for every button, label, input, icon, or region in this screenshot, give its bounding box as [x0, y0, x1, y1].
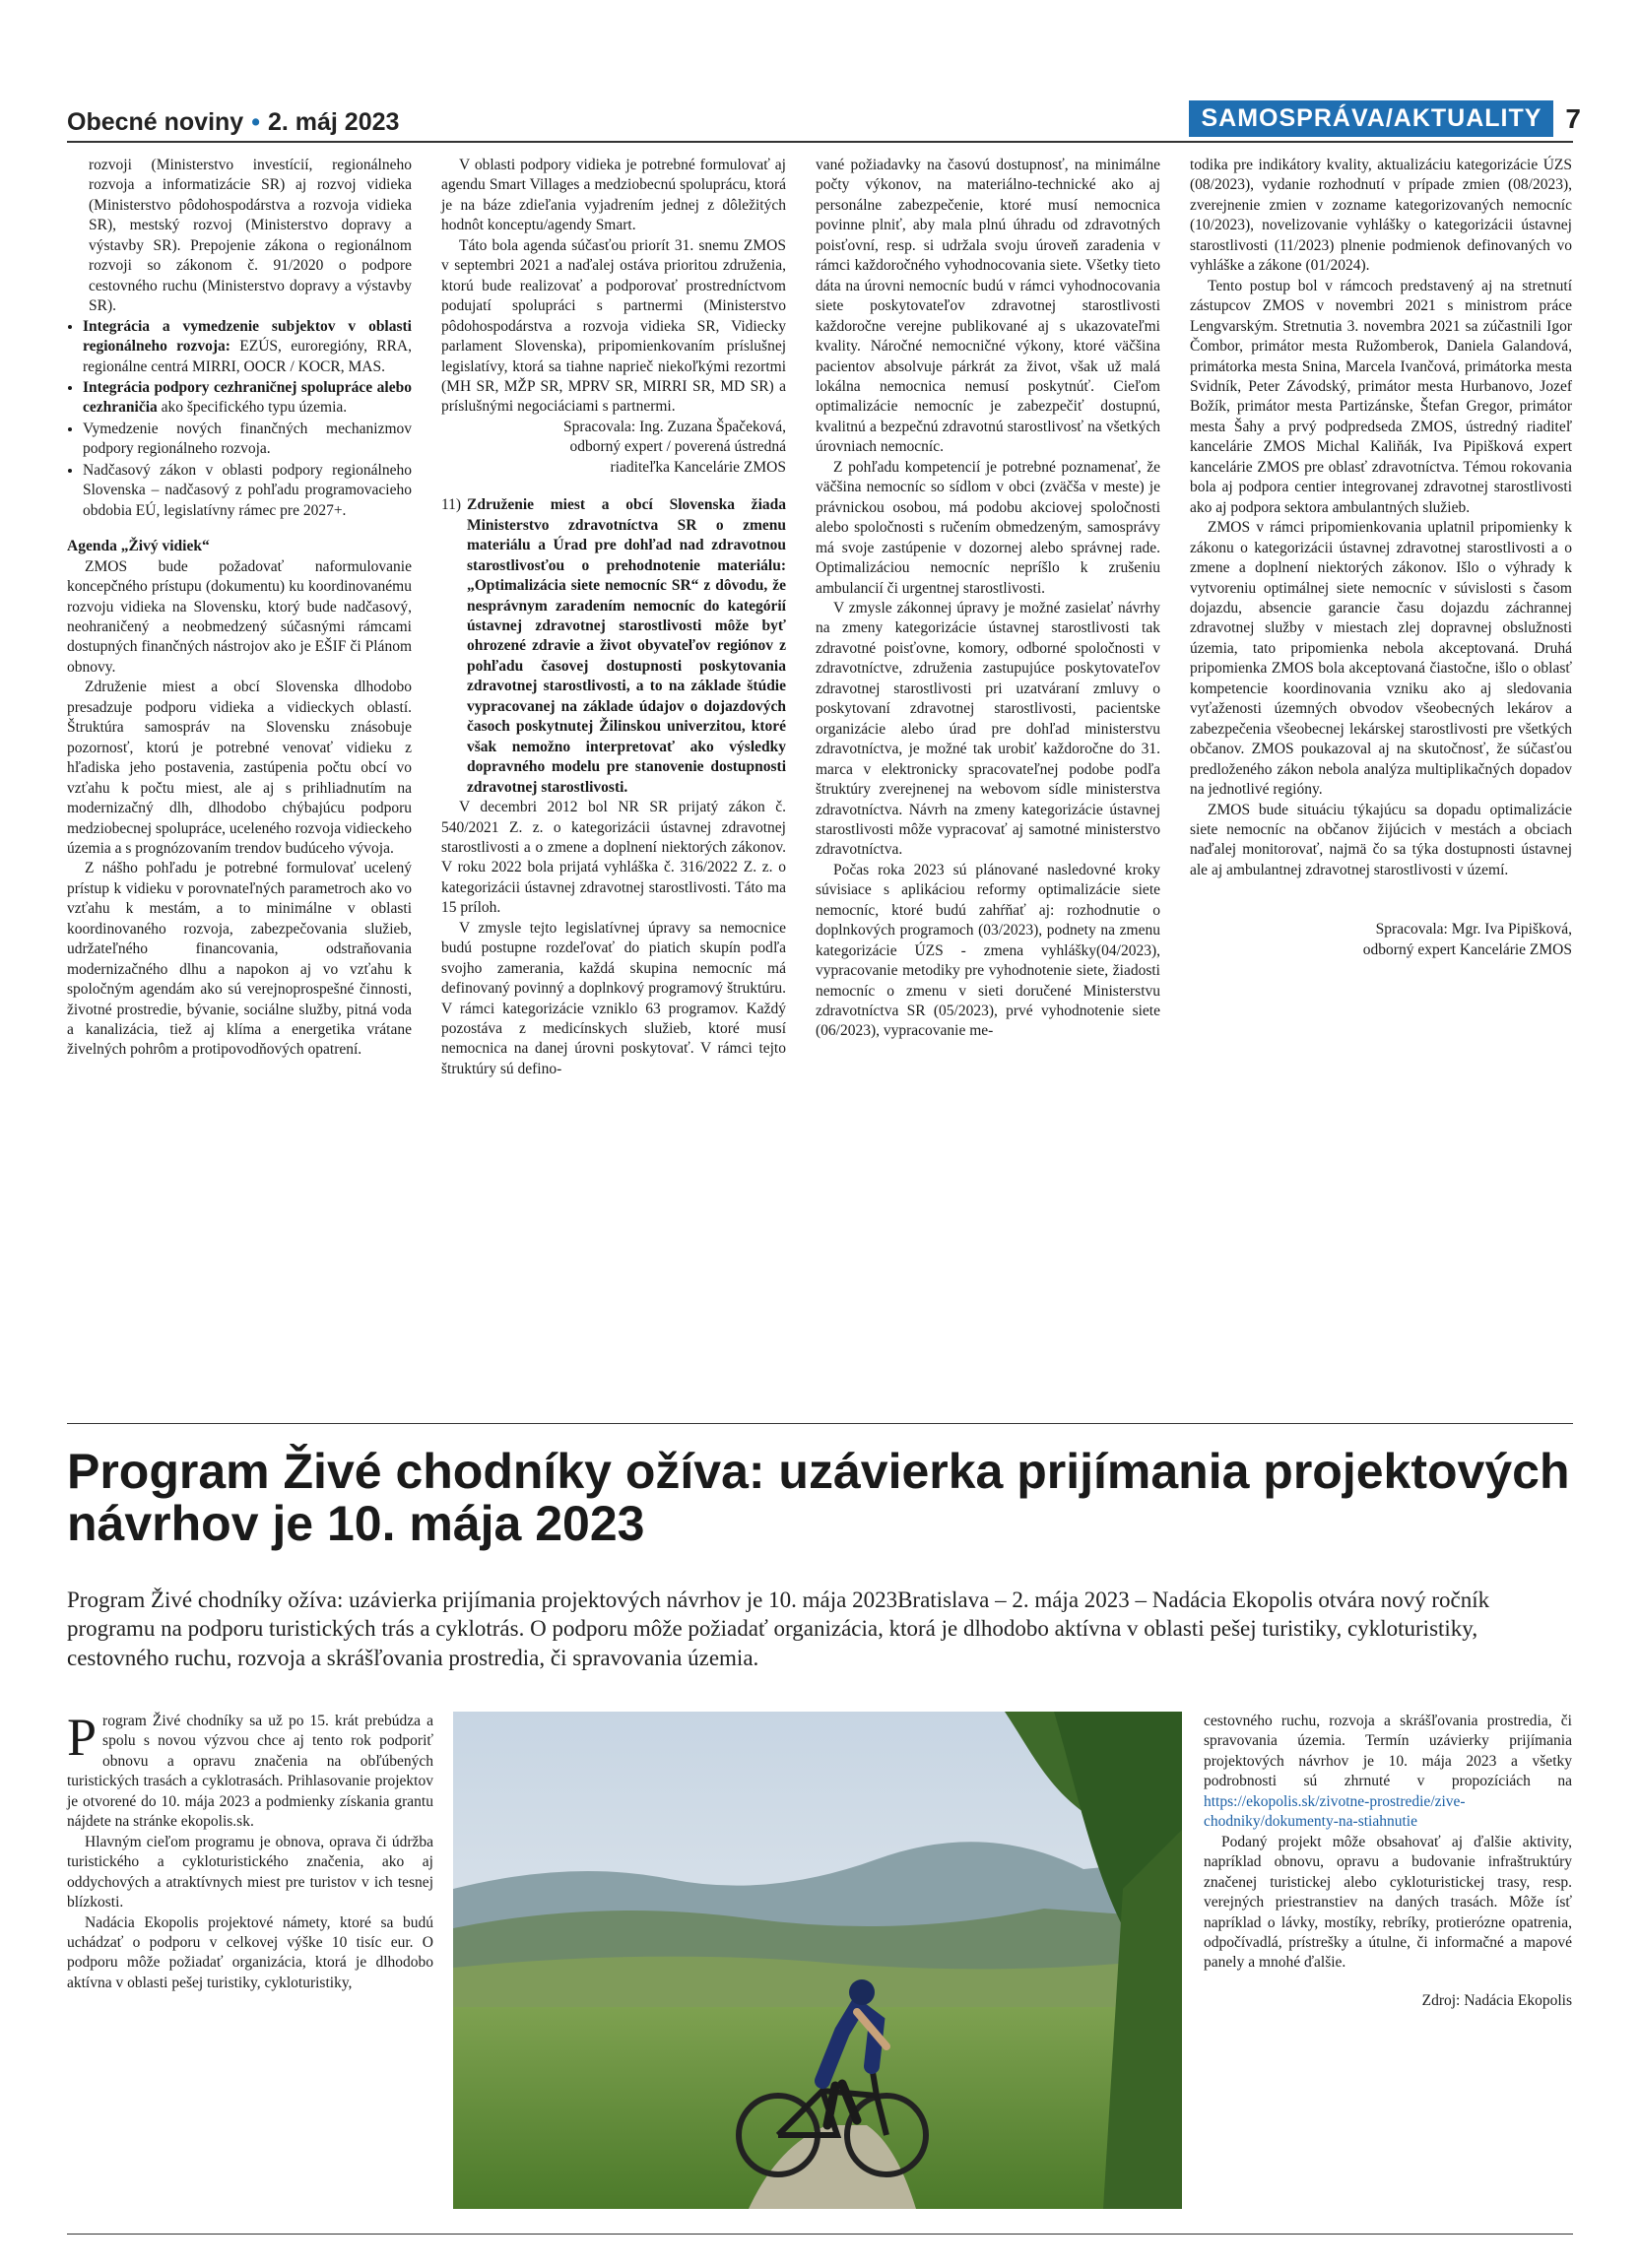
- agenda-heading: Agenda „Živý vidiek“: [67, 538, 210, 555]
- photo-illustration: [453, 1712, 1182, 2209]
- article-title: Program Živé chodníky ožíva: uzávierka prijímania projektových návrhov je 10. mája 2023: [67, 1444, 1570, 1551]
- article-right-column: [1204, 1712, 1572, 2011]
- page-number: 7: [1565, 102, 1581, 134]
- column-2: [441, 156, 786, 1079]
- source-credit: Zdroj: Nadácia Ekopolis: [1421, 1991, 1572, 2009]
- paragraph: V zmysle tejto legislatívnej úpravy sa nemocnice budú postupne rozdeľovať do piatich skupín podľa svojho zamerania, každá skupina nemocníc má definovaný povinný a doplnkový programový štruktúru. V rámci kategorizácie vzniklo 63 programov. Každý pozostáva z medicínskych služieb, ktoré musí nemocnica na danej úrovni poskytovať. V rámci tejto štruktúry sú defino-: [441, 919, 786, 1077]
- col1-bullet-list: [67, 317, 412, 522]
- cyclist-photo: [453, 1712, 1182, 2209]
- paragraph: Počas roka 2023 sú plánované nasledovné kroky súvisiace s aplikáciou reformy optimalizácie siete nemocníc, ktoré budú zahŕňať aj: rozhodnutie o doplnkových programoch (03/2023), podnety na zmenu kategorizácie ÚZS - zmena vyhlášky(04/2023), vypracovanie metodiky pre vyhodnotenie siete, žiadosti nemocníc o zmenu v sieti doručené Ministerstvu zdravotníctva SR (05/2023), prvé vyhodnotenie siete (06/2023), vypracovanie me-: [816, 861, 1160, 1040]
- paragraph-text: rogram Živé chodníky sa už po 15. krát prebúdza a spolu s novou výzvou chce aj tento rok podporiť obnovu a opravu značenia na obľúbených turistických trasách a cyklotrasách. Prihlasovanie projektov je otvorené do 10. mája 2023 a podmienky získania grantu nájdete na stránke ekopolis.sk.: [67, 1713, 433, 1831]
- paragraph: Podaný projekt môže obsahovať aj ďalšie aktivity, napríklad obnovu, opravu a budovanie infraštruktúry značenej turistickej alebo cykloturistickej trasy, resp. verejných priestranstiev na daných trasách. Môže ísť napríklad o lávky, mostíky, rebríky, protierózne opatrenia, odpočívadlá, prístrešky a útulne, či informačné a mapové panely a mnohé ďalšie.: [1204, 1833, 1572, 1972]
- list-item: [83, 420, 412, 460]
- bullet-text: ako špecifického typu územia.: [157, 399, 348, 417]
- article-left-column: [67, 1708, 433, 1993]
- paragraph: Táto bola agenda súčasťou priorít 31. snemu ZMOS v septembri 2021 a naďalej ostáva prioritou združenia, ktorú bude realizovať a podporovať prostredníctvom podujatí spolupráci s partnermi (Ministerstvo pôdohospodárstva a rozvoja vidieka SR, Vidiecky parlament Slovenska), pripomienkovaním príslušnej legislatívy, ktorá sa tiahne naprieč niekoľkými rezortmi (MH SR, MŽP SR, MPRV SR, MIRRI SR, MD SR) a príslušnými negociáciami s partnermi.: [441, 236, 786, 416]
- paragraph: vané požiadavky na časovú dostupnosť, na minimálne počty výkonov, na materiálno-technické ako aj personálne zabezpečenie, ktoré musí nemocnica povinne plniť, aby mala plnú úhradu od zdravotných poisťovní, resp. si udržala svoju úroveň zaradenia v rámci každoročného vyhodnocovania siete. Všetky tieto dáta na úrovni nemocníc budú v rámci vyhodnocovania siete poskytovateľov zdravotnej starostlivosti každoročne verejne publikované aj s ukazovateľmi kvality. Náročné nemocničné výkony, ktoré väčšina pacientov absolvuje párkrát za život, však už malá lokálna nemocnica nemusí poskytnúť. Cieľom optimalizácie nemocníc je zabezpečiť dostupnú, kvalitnú a bezpečnú zdravotnú starostlivosť na všetkých úrovniach nemocníc.: [816, 157, 1160, 456]
- bullet-text: Nadčasový zákon v oblasti podpory regionálneho Slovenska – nadčasový z pohľadu programovacieho obdobia EÚ, legislatívny rámec pre 2027+.: [83, 461, 412, 519]
- col1-intro: rozvoji (Ministerstvo investícií, regionálneho rozvoja a informatizácie SR) aj rozvoj vidieka (Ministerstvo pôdohospodárstva a rozvoja vidieka SR), mestský rozvoj (Ministerstvo dopravy a výstavby SR). Prepojenie zákona o regionálnom rozvoji so zákonom č. 91/2020 o podpore cestovného ruchu (Ministerstvo dopravy a výstavby SR).: [89, 157, 412, 315]
- list-item: [83, 317, 412, 377]
- publication-header: [67, 108, 399, 137]
- item-number: 11): [441, 496, 462, 514]
- section-tag: SAMOSPRÁVA/AKTUALITY: [1189, 100, 1553, 137]
- section-divider: [67, 1423, 1573, 1424]
- column-4: [1190, 156, 1572, 960]
- paragraph: V oblasti podpory vidieka je potrebné formulovať aj agendu Smart Villages a medziobecnú spoluprácu, ktorá je na báze zdieľania vyjadrením jednej z dôležitých hodnôt konceptu/agendy Smart.: [441, 157, 786, 234]
- paragraph: Hlavným cieľom programu je obnova, oprava či údržba turistického a cykloturistického značenia, ako aj oddychových a atraktívnych miest pre turistov v ich tesnej blízkosti.: [67, 1833, 433, 1912]
- bullet-text: Vymedzenie nových finančných mechanizmov podpory regionálneho rozvoja.: [83, 420, 412, 458]
- paragraph: [1204, 1712, 1572, 1833]
- paragraph: Z nášho pohľadu je potrebné formulovať ucelený prístup k vidieku v porovnateľných parametroch ako vo vzťahu k mestám, a to minimálne v oblasti koordinovaného rozvoja, zabezpečovania služieb, udržateľného financovania, odstraňovania modernizačného dlhu a napokon aj vo vzťahu k spoločným agendám ako sú verejnoprospešné činnosti, životné prostredie, bývanie, sociálne služby, pitná voda a kanalizácia, tiež aj klíma a energetika vrátane živelných pohrôm a protipovodňových opatrení.: [67, 860, 412, 1059]
- numbered-item: [441, 495, 786, 798]
- header-rule: [67, 141, 1573, 143]
- signature-line: riaditeľka Kancelárie ZMOS: [610, 458, 786, 476]
- paragraph: ZMOS bude situáciu týkajúcu sa dopadu optimalizácie siete nemocníc na občanov žijúcich v mestách a obciach naďalej monitorovať, najmä čo sa týka dostupnosti ústavnej ale aj ambulantnej zdravotnej starostlivosti v území.: [1190, 801, 1572, 878]
- paragraph: Nadácia Ekopolis projektové námety, ktoré sa budú uchádzať o podporu v celkovej výške 10 tisíc eur. O podporu môže požiadať organizácia, ktorá je dlhodobo aktívna v oblasti pešej turistiky, cykloturistiky,: [67, 1913, 433, 1991]
- signature-line: odborný expert Kancelárie ZMOS: [1362, 940, 1572, 958]
- signature-line: Spracovala: Ing. Zuzana Špačeková,: [563, 418, 786, 435]
- paragraph: todika pre indikátory kvality, aktualizáciu kategorizácie ÚZS (08/2023), vydanie rozhodnutí v prípade zmien (08/2023), zverejnenie zmien v zozname kategorizovaných nemocníc (10/2023), novelizovanie vyhlášky o kategorizácii ústavnej starostlivosti (11/2023) plnenie podmienok definovaných vo vyhláške a zákone (01/2024).: [1190, 157, 1572, 275]
- separator-dot: •: [251, 108, 260, 136]
- paragraph: Z pohľadu kompetencií je potrebné poznamenať, že väčšina nemocníc so sídlom v obci (zväčša v meste) je právnickou osobou, má podobu akciovej spoločnosti alebo spoločnosti s ručením obmedzeným, samosprávy má svoje zastúpenie v dozornej alebo správnej rade. Optimalizáciou nemocníc nepríšlo k zrušeniu ambulancií či urgentnej starostlivosti.: [816, 458, 1160, 597]
- article-lead: Program Živé chodníky ožíva: uzávierka prijímania projektových návrhov je 10. mája 2023Bratislava – 2. mája 2023 – Nadácia Ekopolis otvára nový ročník programu na podporu turistických trás a cyklotrás. O podporu môže požiadať organizácia, ktorá je dlhodobo aktívna v oblasti pešej turistiky, cykloturistiky, cestovného ruchu, rozvoja a skrášľovania prostredia, či spravovania územia.: [67, 1588, 1490, 1670]
- column-1: [67, 156, 412, 1061]
- bullet-bold: Integrácia a vymedzenie subjektov v oblasti regionálneho rozvoja:: [83, 317, 412, 356]
- signature-line: Spracovala: Mgr. Iva Pipišková,: [1375, 921, 1572, 939]
- issue-date: 2. máj 2023: [267, 108, 400, 136]
- bullet-text: EZÚS, euroregióny, RRA, regionálne centrá MIRRI, OOCR / KOCR, MAS.: [83, 338, 412, 375]
- column-3: [816, 156, 1160, 1042]
- signature-line: odborný expert / poverená ústredná: [569, 438, 786, 456]
- paragraph: Tento postup bol v rámcoch predstavený aj na stretnutí zástupcov ZMOS v novembri 2021 s ministrom práce Lengvarským. Stretnutia 3. novembra 2021 sa zúčastnili Igor Čombor, primátor mesta Ružomberok, Daniela Galandová, primátorka mesta Snina, Marcela Ivančová, primátorka mesta Svidník, Peter Závodský, primátor mesta Hurbanovo, Jozef Božík, primátor mesta Partizánske, Štefan Gregor, primátor mesta Šahy a prvý podpredseda ZMOS, ústredný riaditeľ kancelárie ZMOS Michal Kaliňák, Iva Pipišková expert kancelárie ZMOS pre oblasť zdravotníctva. Témou rokovania bola aj podpora centier integrovanej zdravotnej starostlivosti ako aj podpora sektora ambulantných služieb.: [1190, 277, 1572, 516]
- footer-rule: [67, 2234, 1573, 2235]
- paragraph: ZMOS v rámci pripomienkovania uplatnil pripomienky k zákonu o kategorizácii ústavnej zdravotnej starostlivosti a o zmene a doplnení niektorých zákonov. Išlo o výhrady k vytvoreniu optimálnej siete nemocníc v súvislosti s časom dojazdu, absencie garancie času dojazdu záchrannej zdravotnej služby v miestach zlej dopravnej obslužnosti územia, tato pripomienka nebola akceptovaná. Druhá pripomienka ZMOS bola akceptovaná čiastočne, išlo o oblasť kompetencie koordinovania vzniku ako aj sledovania vyťaženosti územných obvodov všeobecných lekárov a zabezpečenia všeobecnej lekárskej starostlivosti pre všetkých občanov. ZMOS poukazoval aj na skutočnosť, že súčasťou predloženého zákon nebola analýza multiplikačných dopadov na jednotlivé regióny.: [1190, 519, 1572, 799]
- section-header: [1189, 100, 1581, 137]
- propositions-link[interactable]: https://ekopolis.sk/zivotne-prostredie/zive-chodniky/dokumenty-na-stiahnutie: [1204, 1792, 1466, 1831]
- paragraph: [67, 1708, 433, 1833]
- paragraph: ZMOS bude požadovať naformulovanie koncepčného prístupu (dokumentu) ku koordinovanému rozvoju vidieka na Slovensku, ktorý bude nadčasový, neohraničený a neobmedzený súčasnými rámcami dostupných finančných nástrojov ako je EŠIF či Plánom obnovy.: [67, 557, 412, 676]
- paragraph: V zmysle zákonnej úpravy je možné zasielať návrhy na zmeny kategorizácie ústavnej starostlivosti tak zdravotné poisťovne, komory, odborné spoločnosti v zdravotníctve, združenia zastupujúce poskytovateľov zdravotnej starostlivosti pri uzatváraní zmluvy o poskytovaní zdravotnej starostlivosti, pacientske organizácie alebo úrad pre dohľad ministerstvu zdravotníctva, je možné tak urobiť každoročne do 31. marca v elektronicky spracovateľnej podobe podľa štruktúry zverejnenej na webovom sídle ministerstva zdravotníctva. Návrh na zmeny kategorizácie ústavnej starostlivosti môže vypracovať aj samotné ministerstvo zdravotníctva.: [816, 599, 1160, 859]
- paragraph: V decembri 2012 bol NR SR prijatý zákon č. 540/2021 Z. z. o kategorizácii ústavnej zdravotnej starostlivosti a o zmene a doplnení niektorých zákonov. V roku 2022 bola prijatá vyhláška č. 316/2022 Z. z. o kategorizácii ústavnej zdravotnej starostlivosti. Táto ma 15 príloh.: [441, 799, 786, 917]
- list-item: [83, 378, 412, 419]
- bullet-bold: Integrácia podpory cezhraničnej spolupráce alebo cezhraničia: [83, 378, 412, 417]
- drop-cap: P: [67, 1708, 98, 1767]
- item-bold-text: Združenie miest a obcí Slovenska žiada Ministerstvo zdravotníctva SR o zmenu materiálu a Úrad pre dohľad nad zdravotnou starostlivosťou o prehodnotenie materiálu: „Optimalizácia siete nemocníc SR“ z dôvodu, že nesprávnym zaradením nemocníc do kategórií ústavnej zdravotnej starostlivosti môže byť ohrozené zdravie a život obyvateľov regiónov z pohľadu časovej dostupnosti poskytovania zdravotnej starostlivosti, a to na základe štúdie vypracovanej na základe údajov o dojazdových časoch poskytnutej Žilinskou univerzitou, ktoré však nemožno interpretovať ako výsledky dopravného modelu pre stanovenie dostupnosti zdravotnej starostlivosti.: [467, 496, 786, 796]
- paragraph: Združenie miest a obcí Slovenska dlhodobo presadzuje podporu vidieka a vidieckych oblastí. Štruktúra samospráv na Slovensku znásobuje pozornosť, ktorú je potrebné venovať vidieku z hľadiska jeho postavenia, zastúpenia počtu obcí vo vzťahu k počtu miest, ale aj s prihliadnutím na modernizačný dlh, dlhodobo chýbajúcu podporu medziobecnej spolupráce, uceleného rozvoja vidieckeho územia a s prognózovaním trendov budúceho vývoja.: [67, 679, 412, 857]
- publication-name: Obecné noviny: [67, 108, 244, 136]
- list-item: [83, 461, 412, 521]
- paragraph-text: cestovného ruchu, rozvoja a skrášľovania prostredia, či spravovania územia. Termín uzávierky prijímania projektových návrhov je 10. mája 2023 a všetky podrobnosti sú zhrnuté v propozíciách na: [1204, 1713, 1572, 1790]
